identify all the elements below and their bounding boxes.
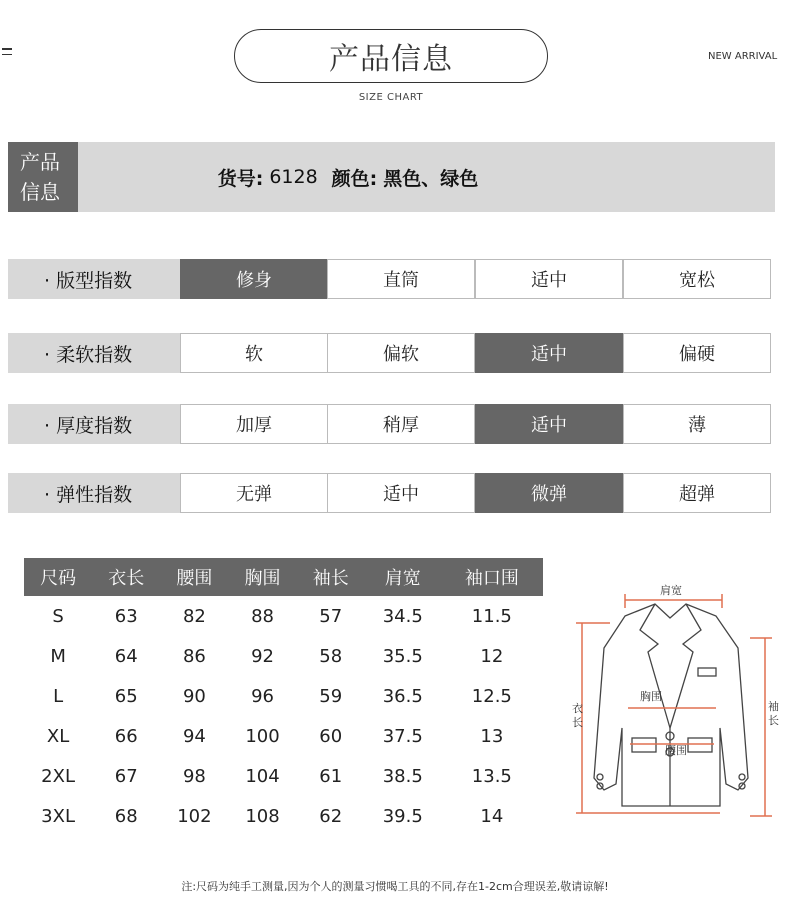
- index-row-softness: [8, 333, 771, 373]
- menu-icon[interactable]: [2, 48, 12, 58]
- table-cell: S: [52, 605, 64, 627]
- table-cell: 13.5: [471, 765, 512, 787]
- table-cell: 38.5: [382, 765, 423, 787]
- index-label: · 厚度指数: [8, 404, 180, 444]
- table-cell: 94: [182, 725, 206, 747]
- size-table: [24, 558, 543, 836]
- table-cell: 86: [182, 645, 206, 667]
- jacket-measurement-diagram: [570, 578, 785, 823]
- table-cell: 82: [182, 605, 206, 627]
- table-cell: XL: [46, 725, 70, 747]
- table-cell: 12.5: [471, 685, 512, 707]
- index-option[interactable]: 适中: [475, 404, 623, 444]
- color-value: 黑色、绿色: [383, 167, 479, 190]
- diagram-label-length-top: 衣: [572, 702, 583, 715]
- index-row-elasticity: [8, 473, 771, 513]
- table-row: [24, 676, 543, 716]
- new-arrival-badge: NEW ARRIVAL: [708, 51, 778, 62]
- index-option[interactable]: 适中: [475, 333, 623, 373]
- column-header: 衣长: [92, 558, 160, 596]
- column-header: 尺码: [24, 558, 92, 596]
- table-cell: 2XL: [41, 765, 75, 787]
- diagram-label-waist: 腰围: [665, 744, 687, 757]
- page-subtitle: SIZE CHART: [358, 92, 424, 103]
- index-option[interactable]: 薄: [623, 404, 771, 444]
- color-label: 颜色:: [331, 167, 378, 190]
- table-cell: 34.5: [382, 605, 423, 627]
- product-info-label: [8, 142, 78, 212]
- index-option[interactable]: 加厚: [180, 404, 328, 444]
- size-table-header: [24, 558, 543, 596]
- table-cell: 102: [177, 805, 212, 827]
- table-cell: 57: [319, 605, 343, 627]
- table-cell: 61: [319, 765, 343, 787]
- index-row-thickness: [8, 404, 771, 444]
- index-row-fit: [8, 259, 771, 299]
- index-option[interactable]: 宽松: [623, 259, 771, 299]
- table-cell: 12: [480, 645, 504, 667]
- product-info-label-line2: 信息: [20, 180, 60, 204]
- table-cell: 13: [480, 725, 504, 747]
- column-header: 袖长: [297, 558, 365, 596]
- product-info-label-line1: 产品: [20, 150, 60, 174]
- table-cell: 37.5: [382, 725, 423, 747]
- table-cell: 39.5: [382, 805, 423, 827]
- table-cell: 90: [182, 685, 206, 707]
- table-row: [24, 716, 543, 756]
- table-cell: 66: [114, 725, 138, 747]
- column-header: 腰围: [160, 558, 228, 596]
- product-info-text: [78, 142, 618, 212]
- column-header: 袖口围: [441, 558, 543, 596]
- table-cell: 92: [251, 645, 274, 667]
- table-cell: 64: [114, 645, 138, 667]
- table-cell: 11.5: [471, 605, 512, 627]
- index-option[interactable]: 修身: [180, 259, 328, 299]
- index-option[interactable]: 偏软: [327, 333, 475, 373]
- table-cell: 108: [245, 805, 280, 827]
- index-option[interactable]: 软: [180, 333, 328, 373]
- index-label: · 弹性指数: [8, 473, 180, 513]
- table-cell: 35.5: [382, 645, 423, 667]
- index-option[interactable]: 直筒: [327, 259, 475, 299]
- table-cell: 60: [319, 725, 343, 747]
- table-cell: 100: [245, 725, 280, 747]
- index-option[interactable]: 适中: [475, 259, 623, 299]
- diagram-label-length-bottom: 长: [572, 716, 583, 729]
- measurement-note: 注:尺码为纯手工测量,因为个人的测量习惯喝工具的不同,存在1-2cm合理误差,敬请谅解!: [181, 880, 609, 893]
- table-cell: 58: [319, 645, 343, 667]
- table-cell: 88: [251, 605, 274, 627]
- table-cell: 3XL: [41, 805, 75, 827]
- index-option[interactable]: 稍厚: [327, 404, 475, 444]
- table-row: [24, 596, 543, 636]
- column-header: 胸围: [228, 558, 296, 596]
- column-header: 肩宽: [365, 558, 441, 596]
- table-row: [24, 796, 543, 836]
- table-cell: M: [50, 645, 66, 667]
- table-cell: 36.5: [382, 685, 423, 707]
- index-option[interactable]: 微弹: [475, 473, 623, 513]
- table-cell: 14: [480, 805, 504, 827]
- table-cell: 63: [114, 605, 138, 627]
- diagram-label-sleeve-bottom: 长: [768, 714, 779, 727]
- table-cell: L: [53, 685, 64, 707]
- table-cell: 68: [114, 805, 138, 827]
- diagram-label-sleeve-top: 袖: [768, 700, 779, 713]
- index-option[interactable]: 偏硬: [623, 333, 771, 373]
- table-cell: 67: [114, 765, 138, 787]
- table-row: [24, 636, 543, 676]
- table-cell: 65: [114, 685, 138, 707]
- sku-label: 货号:: [217, 167, 264, 190]
- jacket-illustration: [570, 578, 785, 823]
- table-cell: 59: [319, 685, 343, 707]
- diagram-label-chest: 胸围: [640, 690, 662, 703]
- table-cell: 96: [251, 685, 274, 707]
- table-cell: 98: [182, 765, 206, 787]
- sku-value: 6128: [269, 166, 318, 188]
- table-cell: 62: [319, 805, 343, 827]
- index-option[interactable]: 适中: [327, 473, 475, 513]
- table-cell: 104: [245, 765, 280, 787]
- table-row: [24, 756, 543, 796]
- page-title: 产品信息: [234, 29, 548, 83]
- index-label: · 柔软指数: [8, 333, 180, 373]
- index-option[interactable]: 超弹: [623, 473, 771, 513]
- index-label: · 版型指数: [8, 259, 180, 299]
- index-option[interactable]: 无弹: [180, 473, 328, 513]
- diagram-label-shoulder: 肩宽: [660, 584, 682, 597]
